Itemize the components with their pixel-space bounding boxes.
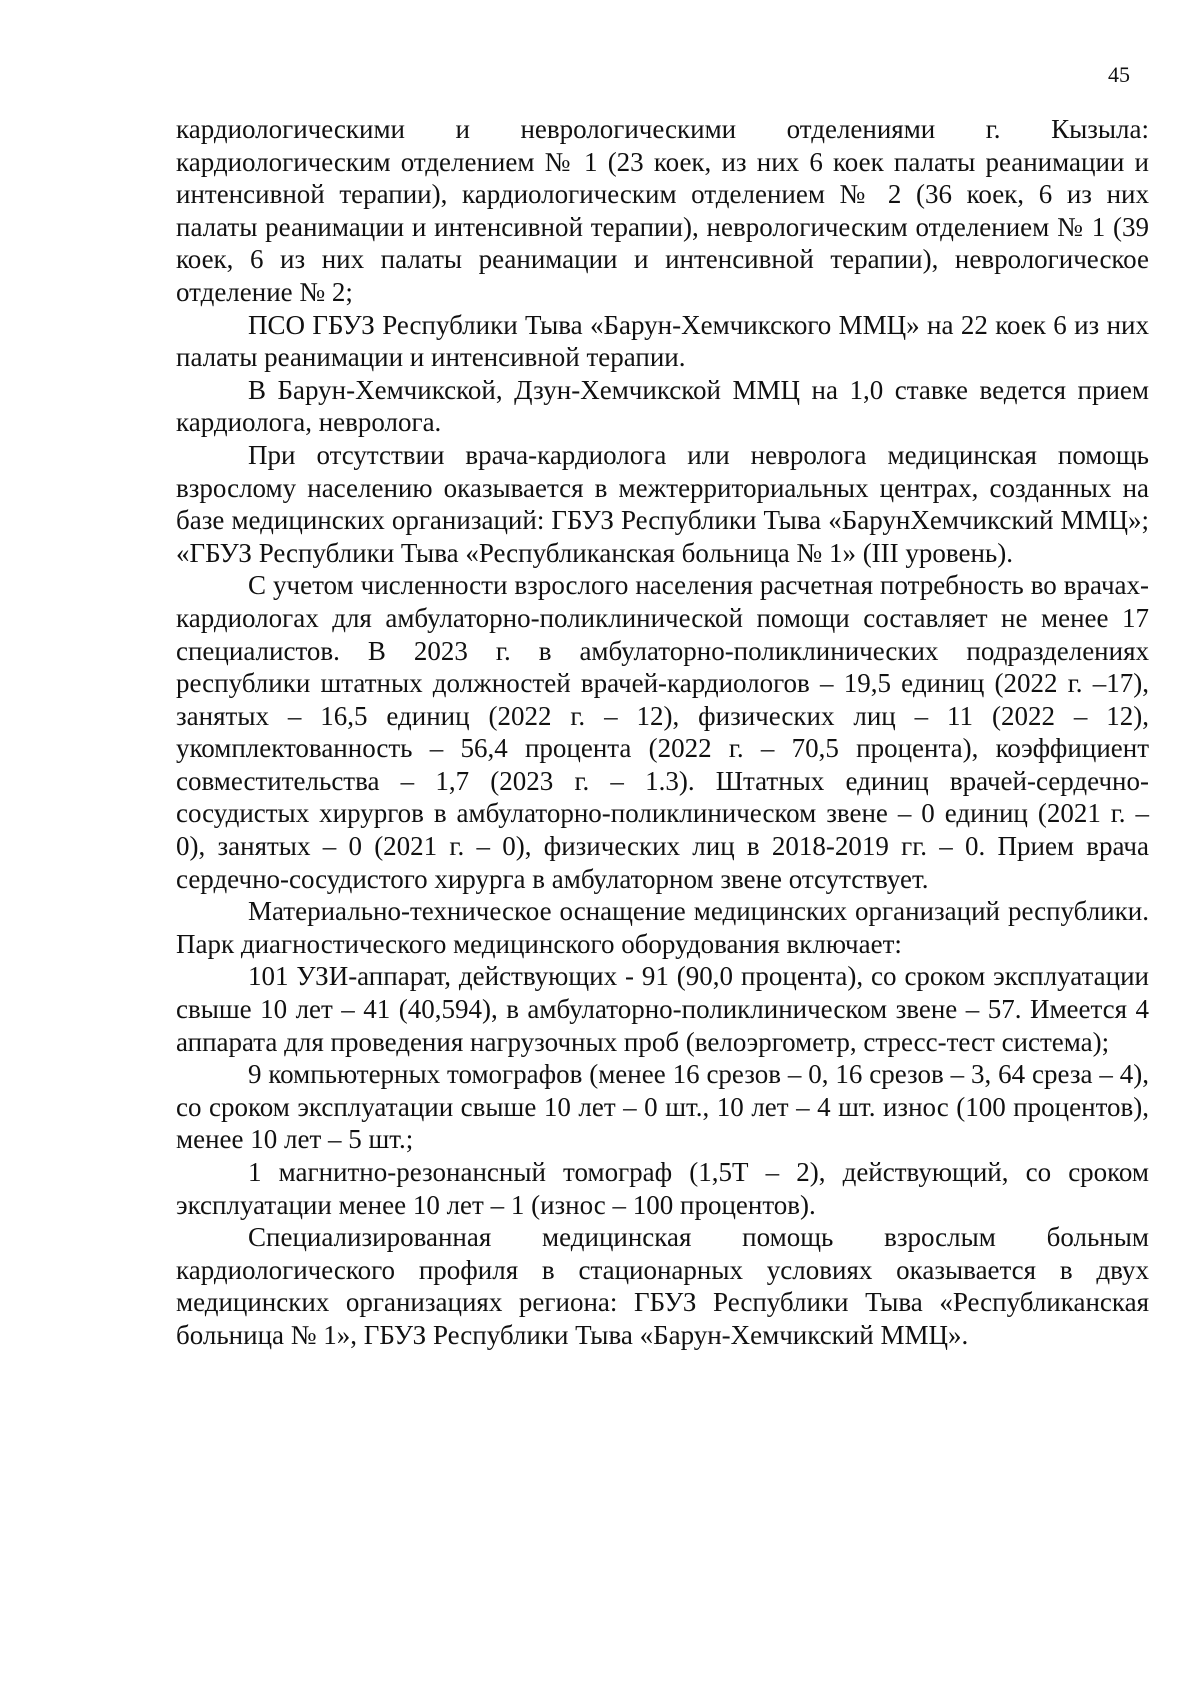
paragraph: 1 магнитно-резонансный томограф (1,5Т – 2), действующий, со сроком эксплуатации менее 10 лет – 1 (износ – 100 процентов). <box>176 1157 1149 1220</box>
paragraph: С учетом численности взрослого населения расчетная потребность во врачах-кардиологах для амбулаторно-поликлинической помощи составляет не менее 17 специалистов. В 2023 г. в амбулаторно-поликлинических подразделениях республики штатных должностей врачей-кардиологов – 19,5 единиц (2022 г. –17), занятых – 16,5 единиц (2022 г. – 12), физических лиц – 11 (2022 – 12), укомплектованность – 56,4 процента (2022 г. – 70,5 процента), коэффициент совместительства – 1,7 (2023 г. – 1.3). Штатных единиц врачей-сердечно-сосудистых хирургов в амбулаторно-поликлиническом звене – 0 единиц (2021 г. – 0), занятых – 0 (2021 г. – 0), физических лиц в 2018-2019 гг. – 0. Прием врача сердечно-сосудистого хирурга в амбулаторном звене отсутствует. <box>176 570 1149 894</box>
paragraph-continuation: кардиологическими и неврологическими отделениями г. Кызыла: кардиологическим отделением № 1 (23 коек, из них 6 коек палаты реанимации и интенсивной терапии), кардиологическим отделением № 2 (36 коек, 6 из них палаты реанимации и интенсивной терапии), неврологическим отделением № 1 (39 коек, 6 из них палаты реанимации и интенсивной терапии), неврологическое отделение № 2; <box>176 114 1149 307</box>
paragraph: При отсутствии врача-кардиолога или невролога медицинская помощь взрослому населению оказывается в межтерриториальных центрах, созданных на базе медицинских организаций: ГБУЗ Республики Тыва «БарунХемчикский ММЦ»; «ГБУЗ Республики Тыва «Республиканская больница № 1» (III уровень). <box>176 439 1149 568</box>
document-body <box>176 113 1149 1352</box>
paragraph: Материально-техническое оснащение медицинских организаций республики. Парк диагностического медицинского оборудования включает: <box>176 896 1149 959</box>
paragraph: 9 компьютерных томографов (менее 16 срезов – 0, 16 срезов – 3, 64 среза – 4), со сроком эксплуатации свыше 10 лет – 0 шт., 10 лет – 4 шт. износ (100 процентов), менее 10 лет – 5 шт.; <box>176 1059 1149 1155</box>
paragraph: Специализированная медицинская помощь взрослым больным кардиологического профиля в стационарных условиях оказывается в двух медицинских организациях региона: ГБУЗ Республики Тыва «Республиканская больница № 1», ГБУЗ Республики Тыва «Барун-Хемчикский ММЦ». <box>176 1222 1149 1350</box>
page-number: 45 <box>1108 62 1130 87</box>
paragraph: В Барун-Хемчикской, Дзун-Хемчикской ММЦ на 1,0 ставке ведется прием кардиолога, невролога. <box>176 374 1149 438</box>
paragraph: 101 УЗИ-аппарат, действующих - 91 (90,0 процента), со сроком эксплуатации свыше 10 лет – 41 (40,594), в амбулаторно-поликлиническом звене – 57. Имеется 4 аппарата для проведения нагрузочных проб (велоэргометр, стресс-тест система); <box>176 961 1149 1057</box>
paragraph: ПСО ГБУЗ Республики Тыва «Барун-Хемчикского ММЦ» на 22 коек 6 из них палаты реанимации и интенсивной терапии. <box>176 309 1149 373</box>
